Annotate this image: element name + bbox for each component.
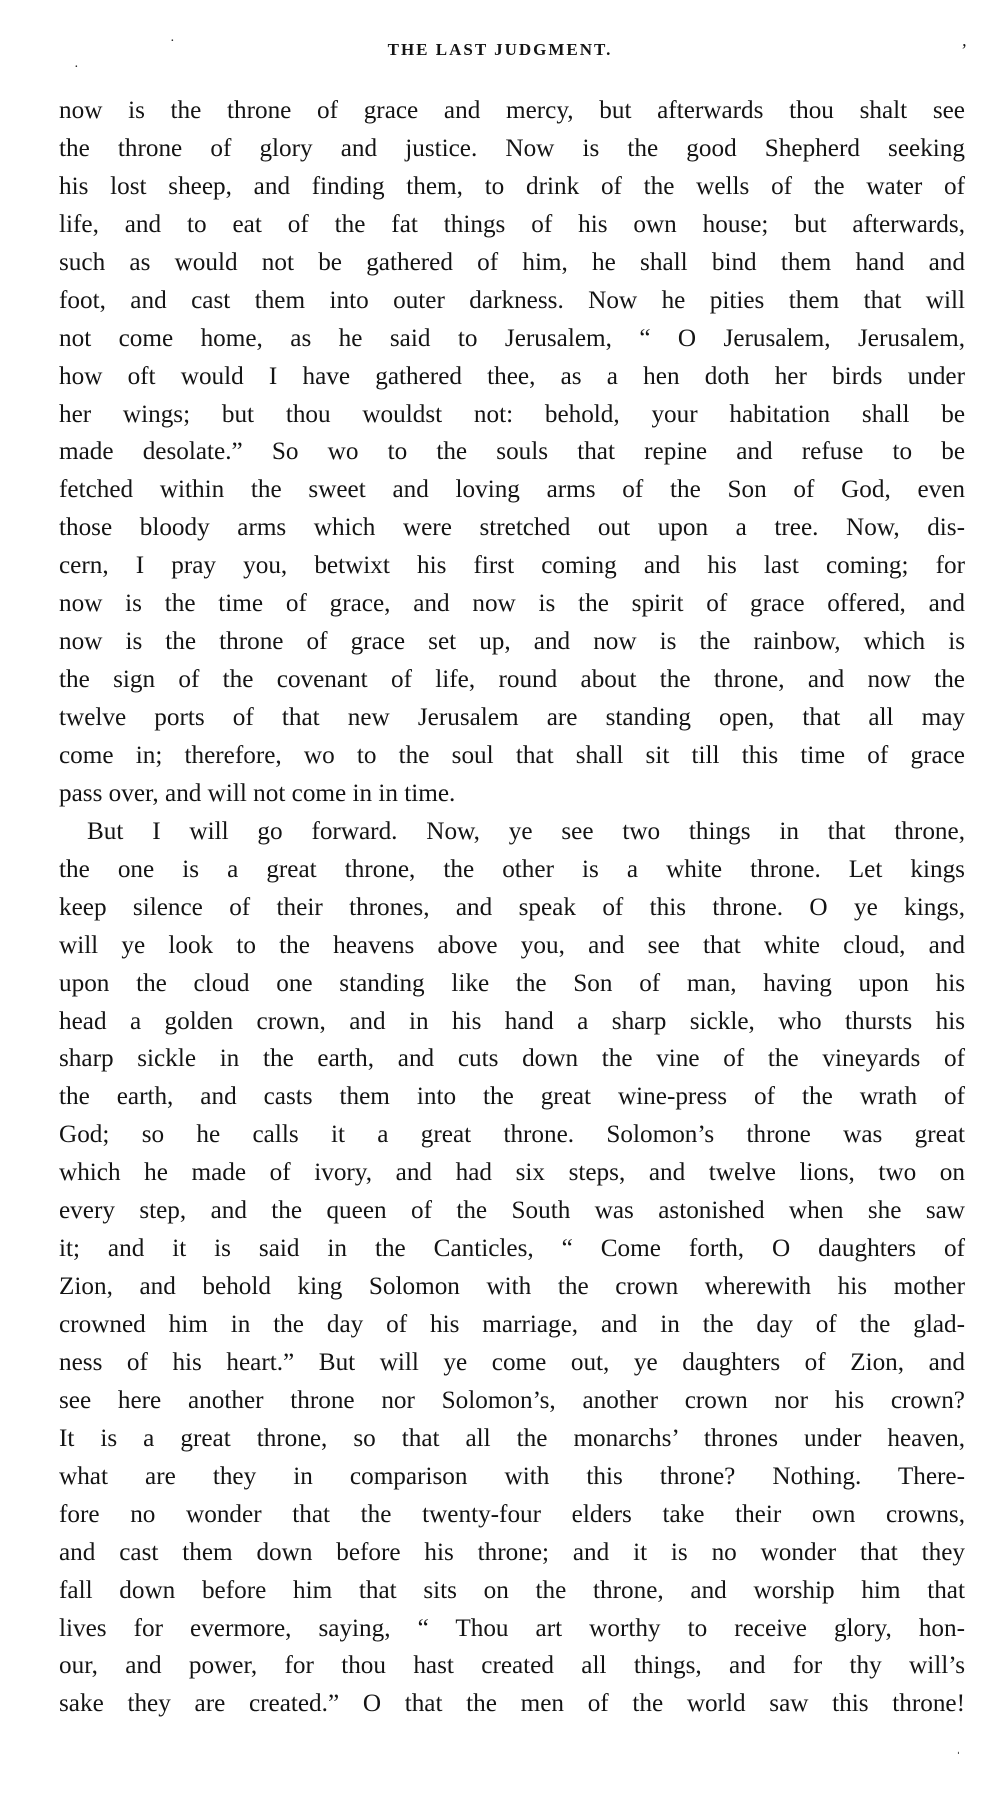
text-line: sharp sickle in the earth, and cuts down the vine of the vineyards of [59, 1045, 965, 1073]
text-line: how oft would I have gathered thee, as a hen doth her birds under [59, 362, 965, 390]
text-line: the earth, and casts them into the great wine-press of the wrath of [59, 1083, 965, 1111]
running-title: THE LAST JUDGMENT. [387, 40, 613, 59]
text-line: now is the time of grace, and now is the spirit of grace offered, and [59, 590, 965, 618]
text-line: twelve ports of that new Jerusalem are standing open, that all may [59, 704, 965, 731]
text-line: and cast them down before his throne; and it is no wonder that they [59, 1538, 965, 1566]
text-line: not come home, as he said to Jerusalem, “ O Jerusalem, Jerusalem, [59, 324, 965, 352]
text-line: Zion, and behold king Solomon with the crown wherewith his mother [59, 1273, 965, 1301]
text-line: upon the cloud one standing like the Son of man, having upon his [59, 969, 965, 997]
text-line: cern, I pray you, betwixt his first coming and his last coming; for [59, 552, 965, 580]
text-line: those bloody arms which were stretched out upon a tree. Now, dis- [59, 514, 965, 542]
text-line: sake they are created.” O that the men of the world saw this throne! [59, 1690, 965, 1718]
text-line: such as would not be gathered of him, he shall bind them hand and [59, 248, 965, 276]
text-line: life, and to eat of the fat things of his own house; but afterwards, [59, 210, 965, 238]
text-line: what are they in comparison with this throne? Nothing. There- [59, 1462, 965, 1490]
text-line: the sign of the covenant of life, round about the throne, and now the [59, 666, 965, 694]
body-text [59, 92, 965, 1723]
text-line: It is a great throne, so that all the monarchs’ thrones under heaven, [59, 1424, 965, 1452]
text-line: fetched within the sweet and loving arms of the Son of God, even [59, 476, 965, 504]
ink-speck: ˌ [956, 1740, 961, 1755]
text-line: foot, and cast them into outer darkness. Now he pities them that will [59, 286, 965, 314]
text-line: ness of his heart.” But will ye come out, ye daughters of Zion, and [59, 1348, 965, 1376]
text-line: fore no wonder that the twenty-four elders take their own crowns, [59, 1500, 965, 1528]
text-line: our, and power, for thou hast created all things, and for thy will’s [59, 1652, 965, 1680]
text-line: God; so he calls it a great throne. Solomon’s throne was great [59, 1121, 965, 1149]
text-line: crowned him in the day of his marriage, and in the day of the glad- [59, 1311, 965, 1338]
text-line: will ye look to the heavens above you, and see that white cloud, and [59, 931, 965, 959]
paragraph [59, 92, 965, 813]
text-line: it; and it is said in the Canticles, “ Come forth, O daughters of [59, 1235, 965, 1263]
text-line: But I will go forward. Now, ye see two things in that throne, [87, 817, 965, 845]
text-line: her wings; but thou wouldst not: behold, your habitation shall be [59, 400, 965, 428]
text-line: the one is a great throne, the other is a white throne. Let kings [59, 855, 965, 883]
text-line: which he made of ivory, and had six steps, and twelve lions, two on [59, 1159, 965, 1187]
text-line: now is the throne of grace and mercy, but afterwards thou shalt see [59, 97, 965, 124]
ink-speck: · [74, 60, 79, 75]
text-line: come in; therefore, wo to the soul that shall sit till this time of grace [59, 741, 965, 769]
ink-speck: · [170, 34, 175, 49]
text-line: fall down before him that sits on the throne, and worship him that [59, 1576, 965, 1604]
text-line: made desolate.” So wo to the souls that repine and refuse to be [59, 438, 965, 466]
page-mark: ’ [960, 40, 966, 60]
text-line: see here another throne nor Solomon’s, another crown nor his crown? [59, 1386, 965, 1414]
text-line: every step, and the queen of the South was astonished when she saw [59, 1197, 965, 1225]
text-line: pass over, and will not come in in time. [59, 779, 456, 807]
paragraphs [59, 92, 965, 1723]
text-line: head a golden crown, and in his hand a sharp sickle, who thursts his [59, 1007, 965, 1035]
text-line: his lost sheep, and finding them, to drink of the wells of the water of [59, 172, 965, 200]
text-line: keep silence of their thrones, and speak of this throne. O ye kings, [59, 893, 965, 921]
text-line: the throne of glory and justice. Now is the good Shepherd seeking [59, 134, 965, 162]
paragraph [59, 813, 965, 1724]
text-line: now is the throne of grace set up, and now is the rainbow, which is [59, 628, 965, 656]
text-line: lives for evermore, saying, “ Thou art worthy to receive glory, hon- [59, 1614, 965, 1642]
